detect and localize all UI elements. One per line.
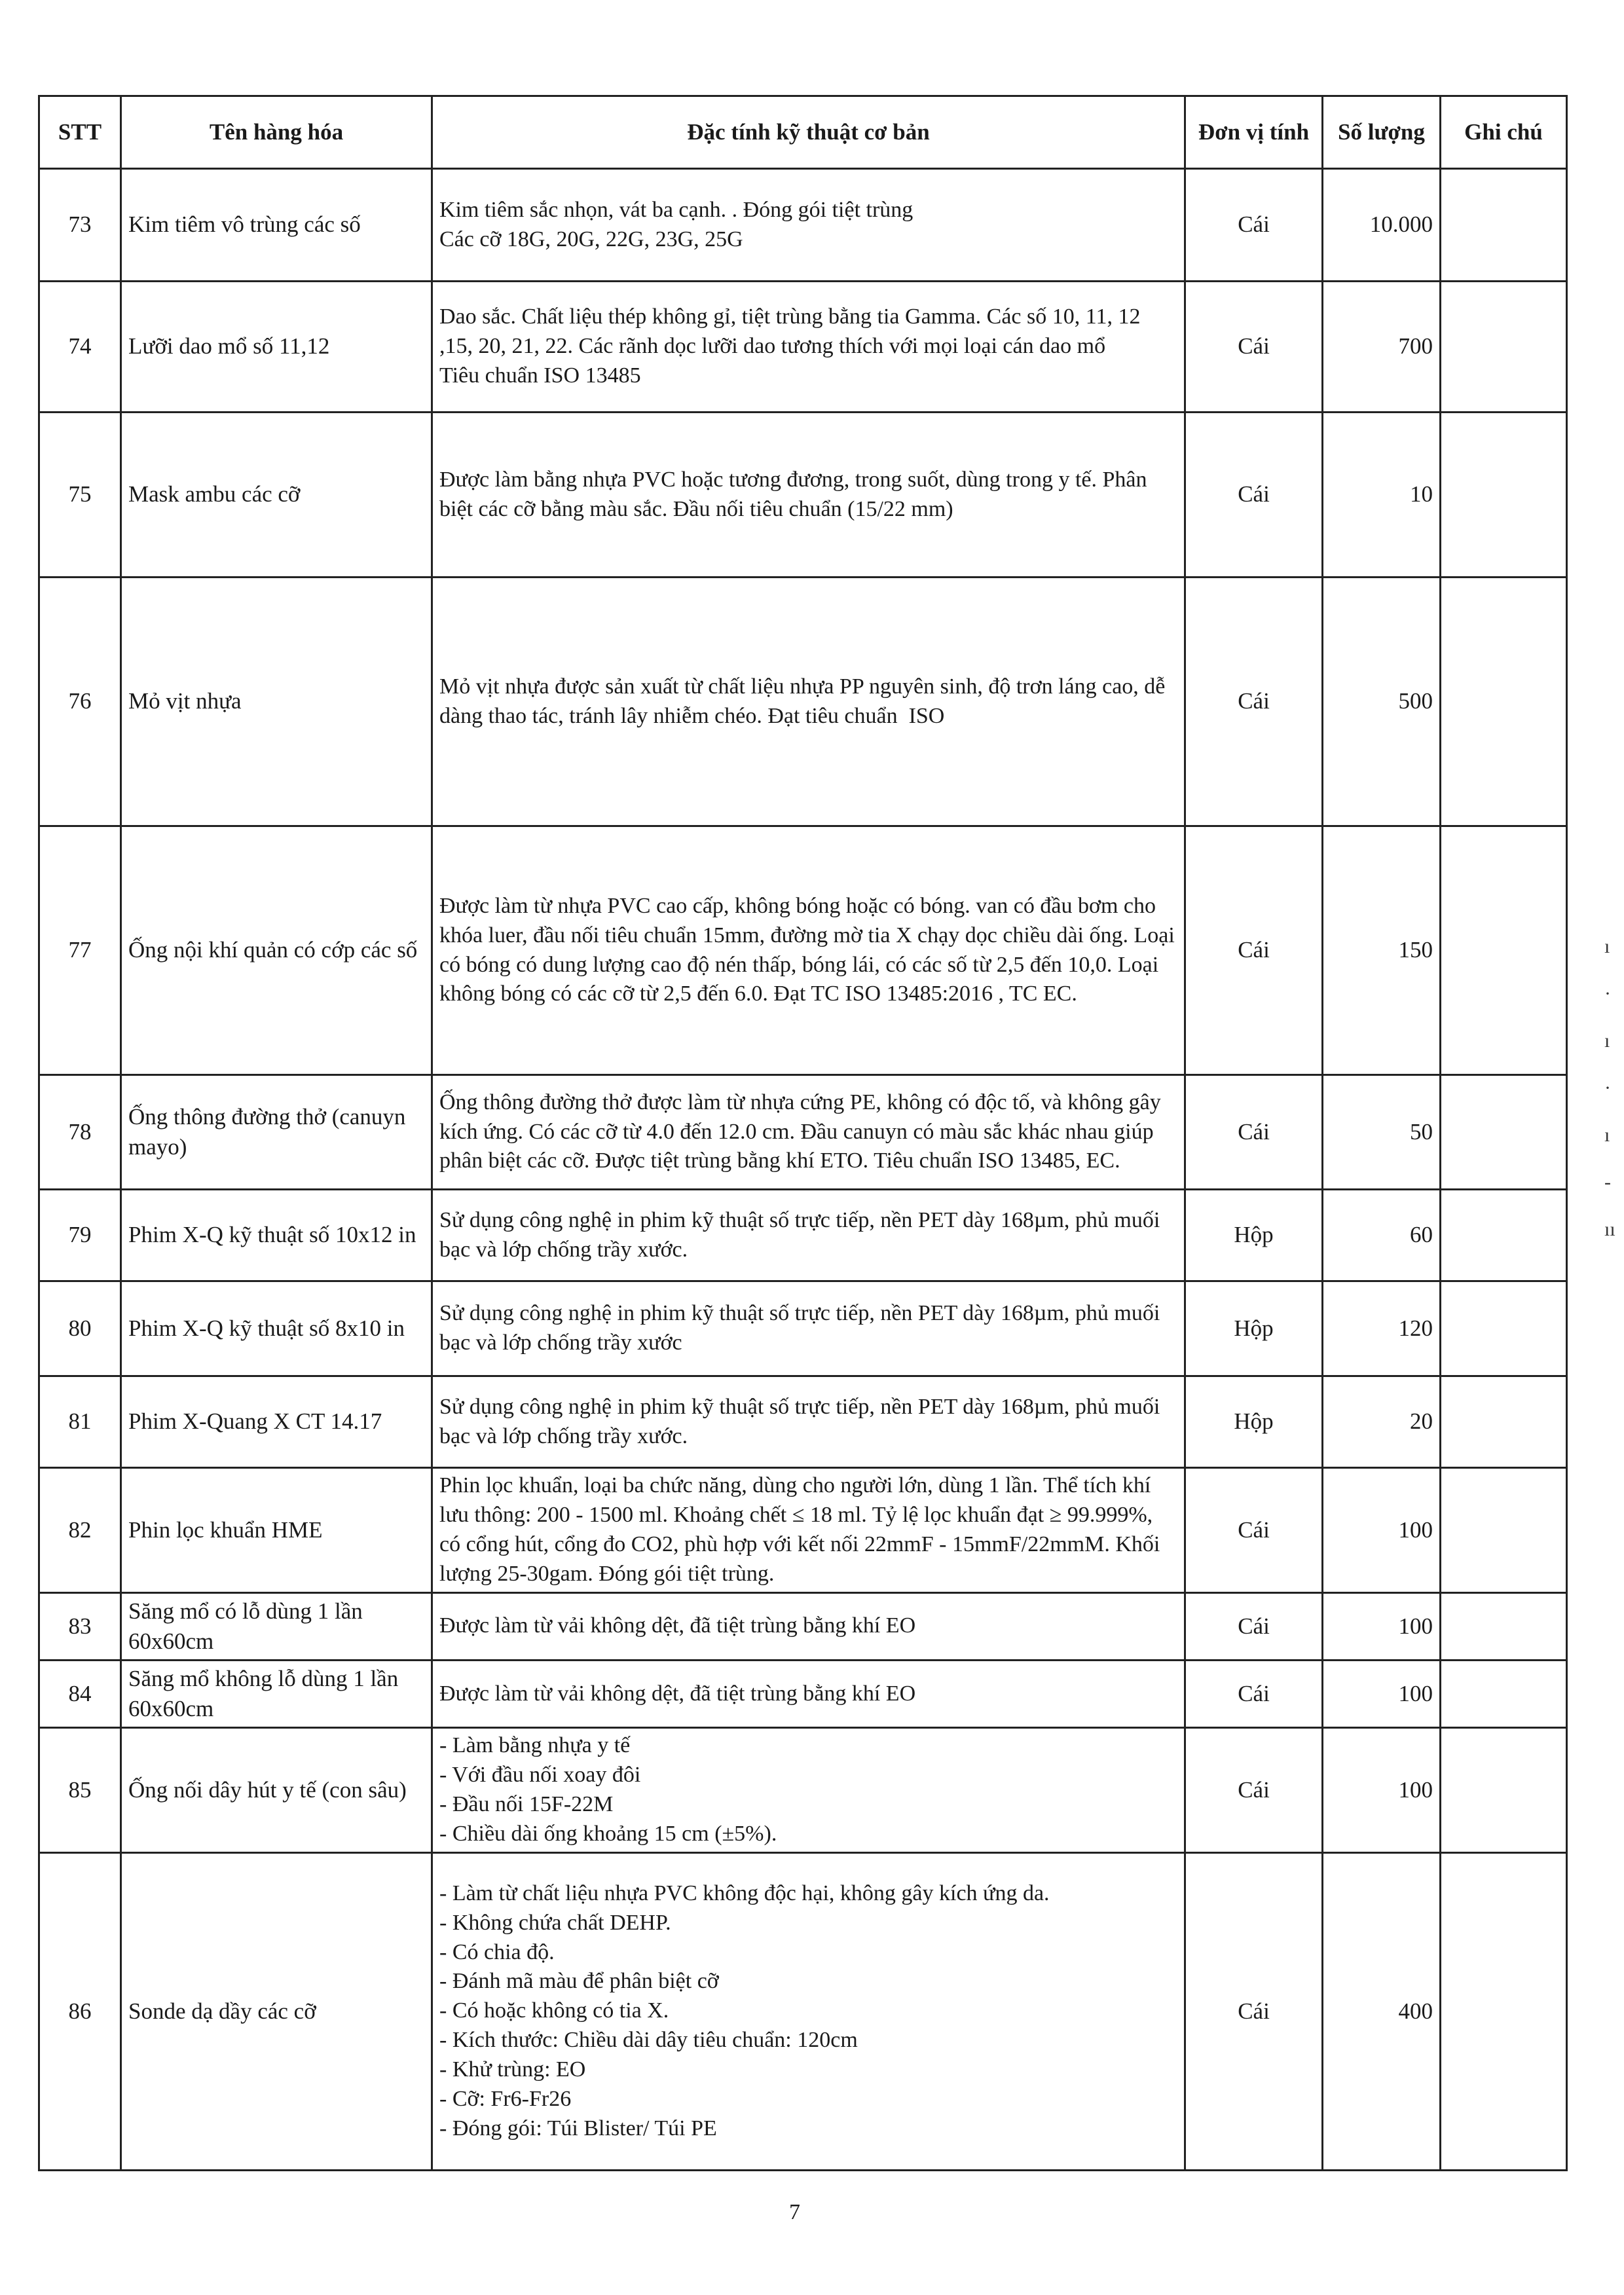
- row-quantity: 150: [1323, 826, 1441, 1075]
- row-item-name: Ống nội khí quản có cớp các số: [121, 826, 432, 1075]
- row-stt: 84: [39, 1660, 121, 1727]
- row-quantity: 20: [1323, 1376, 1441, 1468]
- table-body: [39, 169, 1567, 2171]
- row-stt: 77: [39, 826, 121, 1075]
- table-row: [39, 1660, 1567, 1727]
- header-note: Ghi chú: [1441, 96, 1567, 169]
- row-item-name: Phim X-Quang X CT 14.17: [121, 1376, 432, 1468]
- row-note: [1441, 1190, 1567, 1281]
- spec-line: - Không chứa chất DEHP.: [439, 1910, 671, 1935]
- header-row: [39, 96, 1567, 169]
- row-stt: 86: [39, 1852, 121, 2170]
- spec-line: Ống thông đường thở được làm từ nhựa cứng PE, không có độc tố, và không gây kích ứng. Có các cỡ từ 4.0 đến 12.0 cm. Đầu canuyn có màu sắc khác nhau giúp phân biệt các cỡ. Được tiệt trùng bằng khí ETO. Tiêu chuẩn ISO 13485, EC.: [439, 1090, 1167, 1173]
- row-quantity: 100: [1323, 1660, 1441, 1727]
- row-note: [1441, 1281, 1567, 1376]
- row-stt: 85: [39, 1728, 121, 1853]
- row-quantity: 500: [1323, 578, 1441, 826]
- row-note: [1441, 578, 1567, 826]
- spec-line: - Làm bằng nhựa y tế: [439, 1733, 631, 1758]
- table-row: [39, 1852, 1567, 2170]
- spec-line: Sử dụng công nghệ in phim kỹ thuật số trực tiếp, nền PET dày 168µm, phủ muối bạc và lớp chống trầy xước.: [439, 1207, 1166, 1262]
- spec-line: - Làm từ chất liệu nhựa PVC không độc hại, không gây kích ứng da.: [439, 1881, 1050, 1905]
- row-unit: Hộp: [1185, 1190, 1323, 1281]
- row-note: [1441, 413, 1567, 578]
- table-row: [39, 1468, 1567, 1593]
- row-note: [1441, 1660, 1567, 1727]
- table-row: [39, 413, 1567, 578]
- row-item-name: Săng mổ có lỗ dùng 1 lần 60x60cm: [121, 1592, 432, 1660]
- row-quantity: 700: [1323, 282, 1441, 413]
- header-spec: Đặc tính kỹ thuật cơ bản: [432, 96, 1185, 169]
- header-name: Tên hàng hóa: [121, 96, 432, 169]
- row-item-name: Kim tiêm vô trùng các số: [121, 169, 432, 282]
- row-unit: Cái: [1185, 1660, 1323, 1727]
- row-quantity: 100: [1323, 1592, 1441, 1660]
- header-unit: Đơn vị tính: [1185, 96, 1323, 169]
- row-unit: Cái: [1185, 1728, 1323, 1853]
- row-item-name: Lưỡi dao mổ số 11,12: [121, 282, 432, 413]
- row-spec: [432, 413, 1185, 578]
- spec-line: Phin lọc khuẩn, loại ba chức năng, dùng cho người lớn, dùng 1 lần. Thể tích khí lưu thông: 200 - 1500 ml. Khoảng chết ≤ 18 ml. Tỷ lệ lọc khuẩn đạt ≥ 99.999%, có cổng hút, cổng đo CO2, phù hợp với kết nối 22mmF - 15mmF/22mmM. Khối lượng 25-30gam. Đóng gói tiệt trùng.: [439, 1473, 1166, 1586]
- row-spec: [432, 169, 1185, 282]
- row-unit: Cái: [1185, 282, 1323, 413]
- row-quantity: 10.000: [1323, 169, 1441, 282]
- spec-line: Sử dụng công nghệ in phim kỹ thuật số trực tiếp, nền PET dày 168µm, phủ muối bạc và lớp chống trầy xước.: [439, 1394, 1166, 1448]
- row-stt: 73: [39, 169, 121, 282]
- row-item-name: Phim X-Q kỹ thuật số 10x12 in: [121, 1190, 432, 1281]
- row-stt: 75: [39, 413, 121, 578]
- row-quantity: 100: [1323, 1468, 1441, 1593]
- row-stt: 74: [39, 282, 121, 413]
- spec-line: Sử dụng công nghệ in phim kỹ thuật số trực tiếp, nền PET dày 168µm, phủ muối bạc và lớp chống trầy xước: [439, 1301, 1166, 1355]
- spec-line: - Cỡ: Fr6-Fr26: [439, 2086, 572, 2111]
- row-note: [1441, 826, 1567, 1075]
- row-unit: Cái: [1185, 1075, 1323, 1190]
- row-quantity: 120: [1323, 1281, 1441, 1376]
- header-qty: Số lượng: [1323, 96, 1441, 169]
- row-spec: [432, 1376, 1185, 1468]
- spec-line: Mỏ vịt nhựa được sản xuất từ chất liệu nhựa PP nguyên sinh, độ trơn láng cao, dễ dàng thao tác, tránh lây nhiễm chéo. Đạt tiêu chuẩn ISO: [439, 674, 1171, 728]
- row-item-name: Ống nối dây hút y tế (con sâu): [121, 1728, 432, 1853]
- row-note: [1441, 282, 1567, 413]
- row-stt: 81: [39, 1376, 121, 1468]
- row-note: [1441, 169, 1567, 282]
- row-stt: 82: [39, 1468, 121, 1593]
- row-quantity: 400: [1323, 1852, 1441, 2170]
- table-row: [39, 1592, 1567, 1660]
- row-stt: 80: [39, 1281, 121, 1376]
- row-unit: Cái: [1185, 169, 1323, 282]
- table-row: [39, 1728, 1567, 1853]
- row-item-name: Phim X-Q kỹ thuật số 8x10 in: [121, 1281, 432, 1376]
- spec-line: Được làm từ nhựa PVC cao cấp, không bóng hoặc có bóng. van có đầu bơm cho khóa luer, đầu nối tiêu chuẩn 15mm, đường mờ tia X chạy dọc chiều dài ống. Loại có bóng có dung lượng cao độ nén thấp, bóng lái, có các số từ 2,5 đến 10,0. Loại không bóng có các cỡ từ 2,5 đến 6.0. Đạt TC ISO 13485:2016 , TC EC.: [439, 893, 1181, 1006]
- table-row: [39, 169, 1567, 282]
- row-spec: [432, 1075, 1185, 1190]
- row-unit: Hộp: [1185, 1281, 1323, 1376]
- spec-line: - Đóng gói: Túi Blister/ Túi PE: [439, 2116, 717, 2140]
- spec-line: Được làm từ vải không dệt, đã tiệt trùng bằng khí EO: [439, 1681, 916, 1706]
- row-spec: [432, 826, 1185, 1075]
- row-spec: [432, 282, 1185, 413]
- spec-line: Được làm bằng nhựa PVC hoặc tương đương, trong suốt, dùng trong y tế. Phân biệt các cỡ bằng màu sắc. Đầu nối tiêu chuẩn (15/22 mm): [439, 467, 1153, 521]
- row-item-name: Mỏ vịt nhựa: [121, 578, 432, 826]
- table-row: [39, 282, 1567, 413]
- row-spec: [432, 1468, 1185, 1593]
- spec-line: - Khử trùng: EO: [439, 2057, 586, 2082]
- page-number: 7: [789, 2200, 800, 2224]
- spec-line: - Chiều dài ống khoảng 15 cm (±5%).: [439, 1821, 777, 1846]
- margin-scan-marks: ı · ı · ı - ıı: [1604, 936, 1615, 1240]
- specification-table: [38, 95, 1568, 2171]
- row-unit: Hộp: [1185, 1376, 1323, 1468]
- table-row: [39, 578, 1567, 826]
- spec-line: Các cỡ 18G, 20G, 22G, 23G, 25G: [439, 227, 743, 251]
- row-note: [1441, 1852, 1567, 2170]
- row-note: [1441, 1592, 1567, 1660]
- spec-line: - Có hoặc không có tia X.: [439, 1998, 669, 2023]
- row-note: [1441, 1468, 1567, 1593]
- row-item-name: Sonde dạ dầy các cỡ: [121, 1852, 432, 2170]
- row-item-name: Phin lọc khuẩn HME: [121, 1468, 432, 1593]
- row-quantity: 10: [1323, 413, 1441, 578]
- row-quantity: 100: [1323, 1728, 1441, 1853]
- row-quantity: 50: [1323, 1075, 1441, 1190]
- spec-line: Được làm từ vải không dệt, đã tiệt trùng bằng khí EO: [439, 1613, 916, 1638]
- table-row: [39, 1075, 1567, 1190]
- row-note: [1441, 1075, 1567, 1190]
- header-stt: STT: [39, 96, 121, 169]
- row-stt: 79: [39, 1190, 121, 1281]
- row-unit: Cái: [1185, 1852, 1323, 2170]
- spec-line: - Có chia độ.: [439, 1939, 555, 1964]
- row-item-name: Mask ambu các cỡ: [121, 413, 432, 578]
- table-row: [39, 826, 1567, 1075]
- row-stt: 83: [39, 1592, 121, 1660]
- row-spec: [432, 1190, 1185, 1281]
- row-spec: [432, 1728, 1185, 1853]
- row-note: [1441, 1728, 1567, 1853]
- row-spec: [432, 1852, 1185, 2170]
- row-unit: Cái: [1185, 826, 1323, 1075]
- row-unit: Cái: [1185, 578, 1323, 826]
- row-spec: [432, 578, 1185, 826]
- table-row: [39, 1190, 1567, 1281]
- row-stt: 78: [39, 1075, 121, 1190]
- row-stt: 76: [39, 578, 121, 826]
- table-row: [39, 1281, 1567, 1376]
- spec-line: Kim tiêm sắc nhọn, vát ba cạnh. . Đóng gói tiệt trùng: [439, 197, 913, 222]
- row-spec: [432, 1592, 1185, 1660]
- row-item-name: Ống thông đường thở (canuyn mayo): [121, 1075, 432, 1190]
- spec-line: - Với đầu nối xoay đôi: [439, 1763, 641, 1788]
- spec-line: - Kích thước: Chiều dài dây tiêu chuẩn: 120cm: [439, 2028, 858, 2053]
- spec-line: Tiêu chuẩn ISO 13485: [439, 363, 641, 388]
- row-unit: Cái: [1185, 413, 1323, 578]
- spec-line: - Đánh mã màu để phân biệt cỡ: [439, 1969, 719, 1994]
- row-item-name: Săng mổ không lỗ dùng 1 lần 60x60cm: [121, 1660, 432, 1727]
- row-note: [1441, 1376, 1567, 1468]
- row-spec: [432, 1281, 1185, 1376]
- table-row: [39, 1376, 1567, 1468]
- row-unit: Cái: [1185, 1468, 1323, 1593]
- row-quantity: 60: [1323, 1190, 1441, 1281]
- row-spec: [432, 1660, 1185, 1727]
- row-unit: Cái: [1185, 1592, 1323, 1660]
- spec-line: Dao sắc. Chất liệu thép không gỉ, tiệt trùng bằng tia Gamma. Các số 10, 11, 12 ,15, 20, 21, 22. Các rãnh dọc lưỡi dao tương thích với mọi loại cán dao mổ: [439, 304, 1146, 359]
- spec-line: - Đầu nối 15F-22M: [439, 1792, 614, 1816]
